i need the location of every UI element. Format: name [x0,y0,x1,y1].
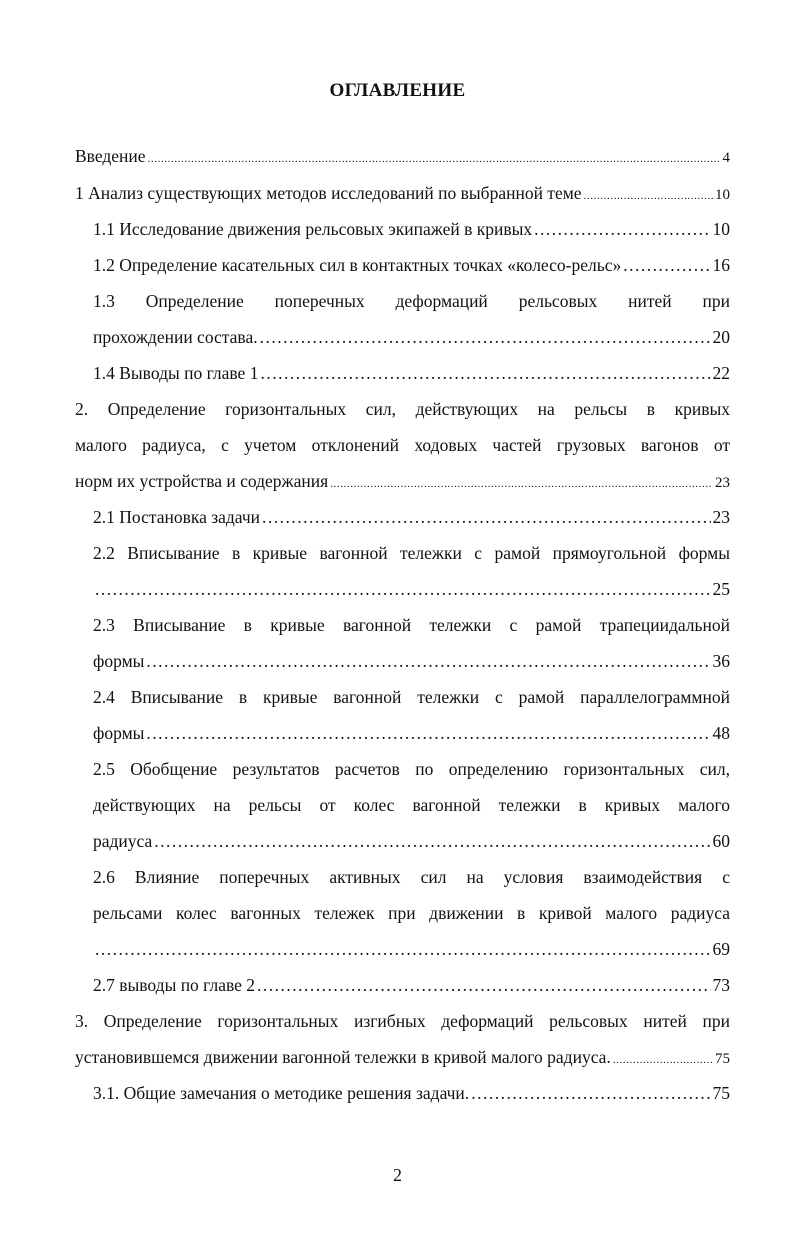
dot-leader [260,319,711,355]
toc-entry-text: 1 Анализ существующих методов исследований по выбранной теме [75,183,582,203]
toc-entry-1-3[interactable] [93,283,730,319]
toc-entry-2-3[interactable] [93,607,730,643]
toc-entry-page: 16 [712,255,730,275]
dot-leader [584,178,713,214]
toc-entry-2-5[interactable] [93,751,730,823]
toc-entry-page: 10 [715,187,730,203]
toc-entry-line: 2. Определение горизонтальных сил, действующих на рельсы в кривых [75,399,730,419]
toc-entry-page: 48 [712,723,730,743]
toc-entry-page: 10 [712,219,730,239]
toc-entry-page: 36 [712,651,730,671]
toc-entry-chapter-3[interactable] [75,1003,730,1039]
toc-entry-introduction[interactable] [75,138,730,174]
dot-leader [148,141,721,177]
toc-entry-2-4[interactable] [93,679,730,715]
toc-entry-line: 1.3 Определение поперечных деформаций рельсовых нитей при [93,291,730,311]
toc-entry-line: 2.4 Вписывание в кривые вагонной тележки с рамой параллелограммной [93,687,730,707]
toc-entry-text: норм их устройства и содержания [75,471,329,491]
toc-entry-text: прохождении состава. [93,327,258,347]
dot-leader [146,715,710,751]
toc-entry-line: 2.5 Обобщение результатов расчетов по определению горизонтальных сил, [93,759,730,779]
dot-leader [146,643,710,679]
dot-leader [613,1042,713,1078]
toc-entry-text: 1.4 Выводы по главе 1 [93,363,259,383]
toc-entry-page: 73 [712,975,730,995]
dot-leader [330,466,713,502]
dot-leader [262,499,710,535]
toc-entry-2-1[interactable] [93,499,730,535]
toc-entry-text: формы [93,651,145,671]
toc-entry-page: 75 [715,1051,730,1067]
toc-entry-text: радиуса [93,831,153,851]
toc-entry-2-2-continued[interactable] [93,571,730,607]
toc-entry-chapter-1[interactable] [75,175,730,211]
toc-entry-page: 4 [722,150,730,166]
toc-entry-text: формы [93,723,145,743]
toc-entry-page: 22 [712,363,730,383]
toc-entry-page: 60 [712,831,730,851]
toc-entry-1-1[interactable] [93,211,730,247]
dot-leader [154,823,710,859]
dot-leader [260,355,710,391]
toc-entry-page: 75 [712,1083,730,1103]
toc-entry-line: 2.2 Вписывание в кривые вагонной тележки с рамой прямоугольной формы [93,543,730,563]
toc-entry-page: 25 [712,579,730,599]
toc-entry-page: 20 [712,327,730,347]
toc-entry-line: 3. Определение горизонтальных изгибных деформаций рельсовых нитей при [75,1011,730,1031]
toc-entry-text: установившемся движении вагонной тележки в кривой малого радиуса. [75,1047,611,1067]
toc-entry-chapter-3-continued[interactable] [75,1039,730,1075]
toc-entry-page: 69 [712,939,730,959]
toc-title: ОГЛАВЛЕНИЕ [329,80,466,101]
toc-entry-1-2[interactable] [93,247,730,283]
toc-entry-page: 23 [715,475,730,491]
dot-leader [257,967,710,1003]
dot-leader [95,931,711,967]
toc-entry-text: 1.1 Исследование движения рельсовых экипажей в кривых [93,219,533,239]
toc-entry-text: Введение [75,146,146,166]
dot-leader [471,1075,710,1111]
toc-entry-line: малого радиуса, с учетом отклонений ходовых частей грузовых вагонов от [75,435,730,455]
toc-entry-line: действующих на рельсы от колес вагонной тележки в кривых малого [93,795,730,815]
toc-entry-2-4-continued[interactable] [93,715,730,751]
toc-entry-text: 3.1. Общие замечания о методике решения задачи. [93,1083,470,1103]
toc-entry-line: 2.3 Вписывание в кривые вагонной тележки с рамой трапециидальной [93,615,730,635]
dot-leader [534,211,710,247]
toc-entry-2-7[interactable] [93,967,730,1003]
toc-entry-text: 2.1 Постановка задачи [93,507,261,527]
toc-entry-1-4[interactable] [93,355,730,391]
toc-entry-2-2[interactable] [93,535,730,571]
toc-entry-3-1[interactable] [93,1075,730,1111]
toc-entry-chapter-2[interactable] [75,391,730,463]
toc-entry-line: 2.6 Влияние поперечных активных сил на условия взаимодействия с [93,867,730,887]
toc-entry-line: рельсами колес вагонных тележек при движении в кривой малого радиуса [93,903,730,923]
dot-leader [623,247,710,283]
toc-entry-2-3-continued[interactable] [93,643,730,679]
toc-entry-page: 23 [712,507,730,527]
dot-leader [95,571,711,607]
toc-entry-2-6[interactable] [93,859,730,931]
toc-entry-text: 2.7 выводы по главе 2 [93,975,256,995]
page-number: 2 [393,1165,402,1185]
toc-entry-1-3-continued[interactable] [93,319,730,355]
toc-entry-text: 1.2 Определение касательных сил в контактных точках «колесо-рельс» [93,255,622,275]
toc-entry-2-5-continued[interactable] [93,823,730,859]
toc-entry-chapter-2-continued[interactable] [75,463,730,499]
toc-entry-2-6-continued[interactable] [93,931,730,967]
